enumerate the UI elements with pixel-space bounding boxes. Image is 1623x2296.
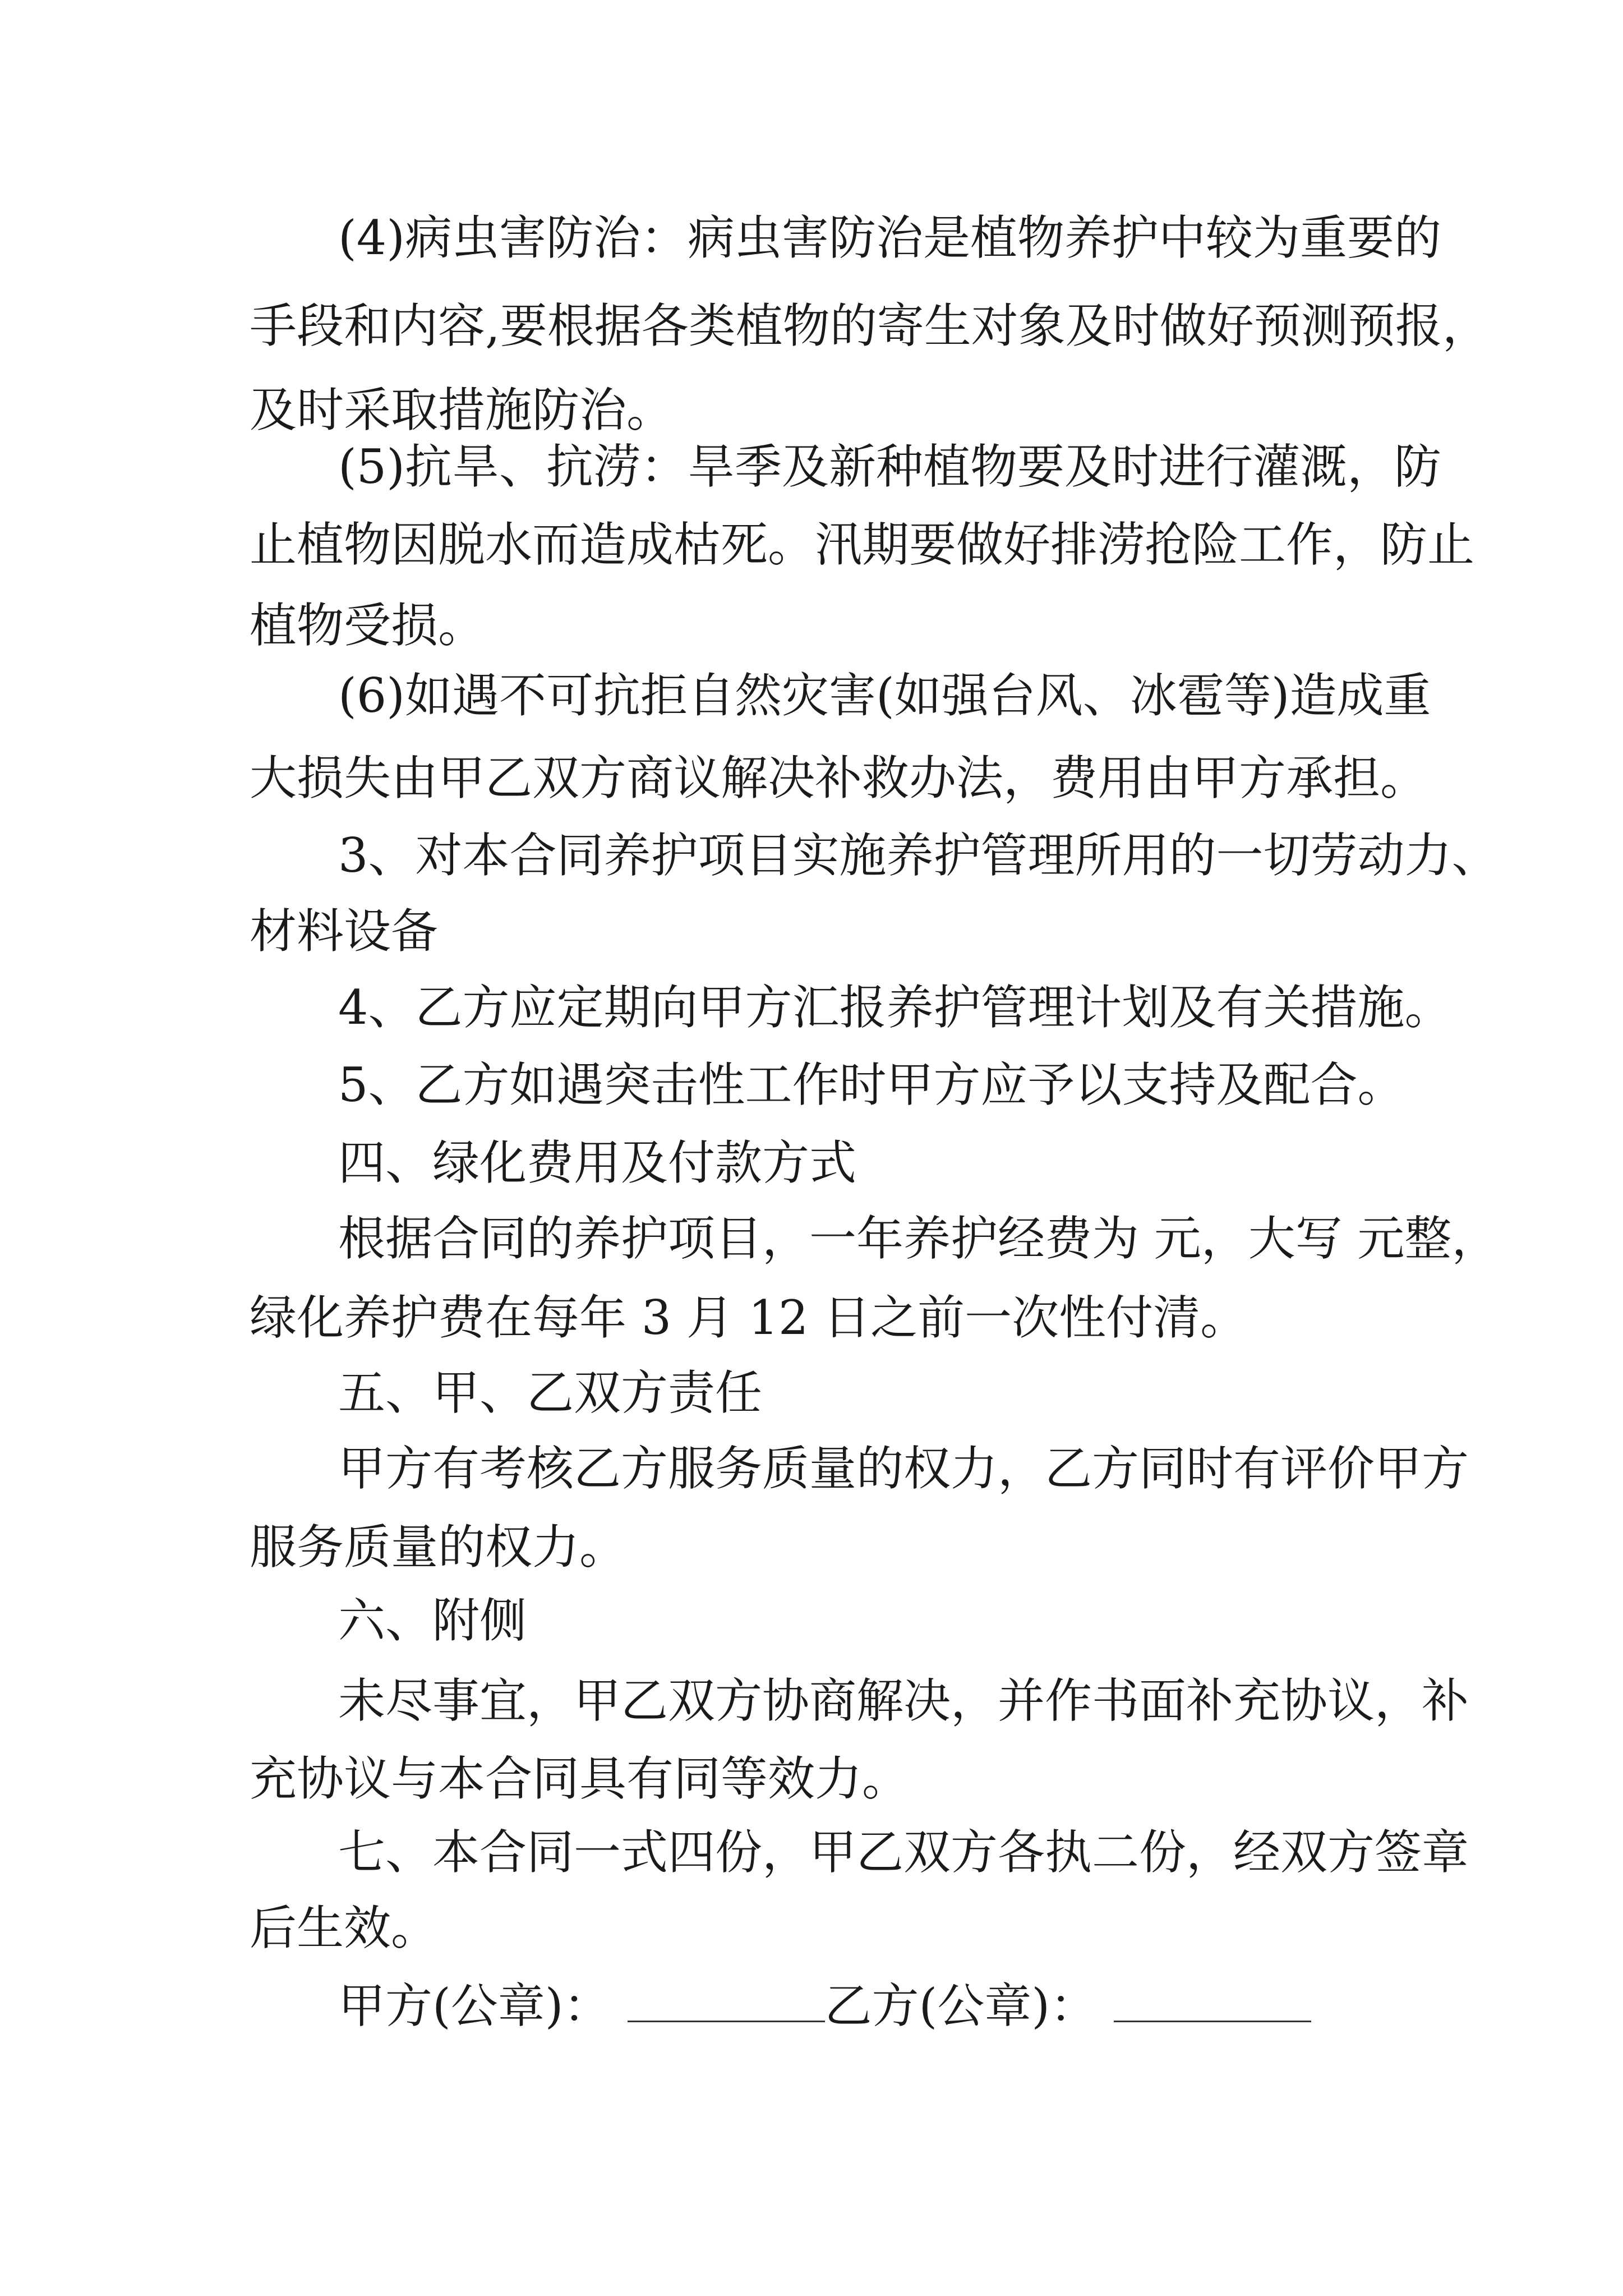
text-line: 根据合同的养护项目，一年养护经费为 元，大写 元整， (338, 1211, 1499, 1266)
text-line: 大损失由甲乙双方商议解决补救办法，费用由甲方承担。 (250, 751, 1428, 806)
party-b-seal-blank (1114, 1980, 1311, 2022)
section-heading: 六、附侧 (338, 1593, 527, 1648)
text-line: 植物受损。 (250, 598, 486, 653)
text-line: 七、本合同一式四份，甲乙双方各执二份，经双方签章 (338, 1825, 1469, 1880)
text-line: 绿化养护费在每年 3 月 12 日之前一次性付清。 (250, 1290, 1248, 1345)
party-b-seal-label: 乙方(公章)： (824, 1978, 1098, 2033)
text-line: (5)抗旱、抗涝：旱季及新种植物要及时进行灌溉，防 (338, 439, 1441, 494)
section-heading: 五、甲、乙双方责任 (338, 1365, 763, 1420)
section-heading: 四、绿化费用及付款方式 (338, 1135, 857, 1190)
text-line: 后生效。 (250, 1901, 439, 1955)
text-line: 充协议与本合同具有同等效力。 (250, 1751, 910, 1806)
text-line: 5、乙方如遇突击性工作时甲方应予以支持及配合。 (338, 1057, 1405, 1112)
text-line: 3、对本合同养护项目实施养护管理所用的一切劳动力、 (338, 828, 1499, 883)
text-line: 服务质量的权力。 (250, 1520, 627, 1575)
text-line: 4、乙方应定期向甲方汇报养护管理计划及有关措施。 (338, 980, 1452, 1035)
text-line: (4)病虫害防治：病虫害防治是植物养护中较为重要的 (338, 210, 1441, 265)
text-line: 止植物因脱水而造成枯死。汛期要做好排涝抢险工作，防止 (250, 517, 1475, 572)
text-line: 甲方有考核乙方服务质量的权力，乙方同时有评价甲方 (338, 1441, 1469, 1496)
text-line: 及时采取措施防治。 (250, 383, 674, 438)
text-line: 手段和内容,要根据各类植物的寄生对象及时做好预测预报， (250, 298, 1490, 353)
party-a-seal-blank (628, 1980, 825, 2022)
party-a-seal-label: 甲方(公章)： (338, 1978, 611, 2033)
text-line: 未尽事宜，甲乙双方协商解决，并作书面补充协议，补 (338, 1673, 1469, 1728)
text-line: (6)如遇不可抗拒自然灾害(如强台风、冰雹等)造成重 (338, 668, 1431, 723)
signature-line (338, 1978, 1311, 2034)
text-line: 材料设备 (250, 904, 439, 959)
